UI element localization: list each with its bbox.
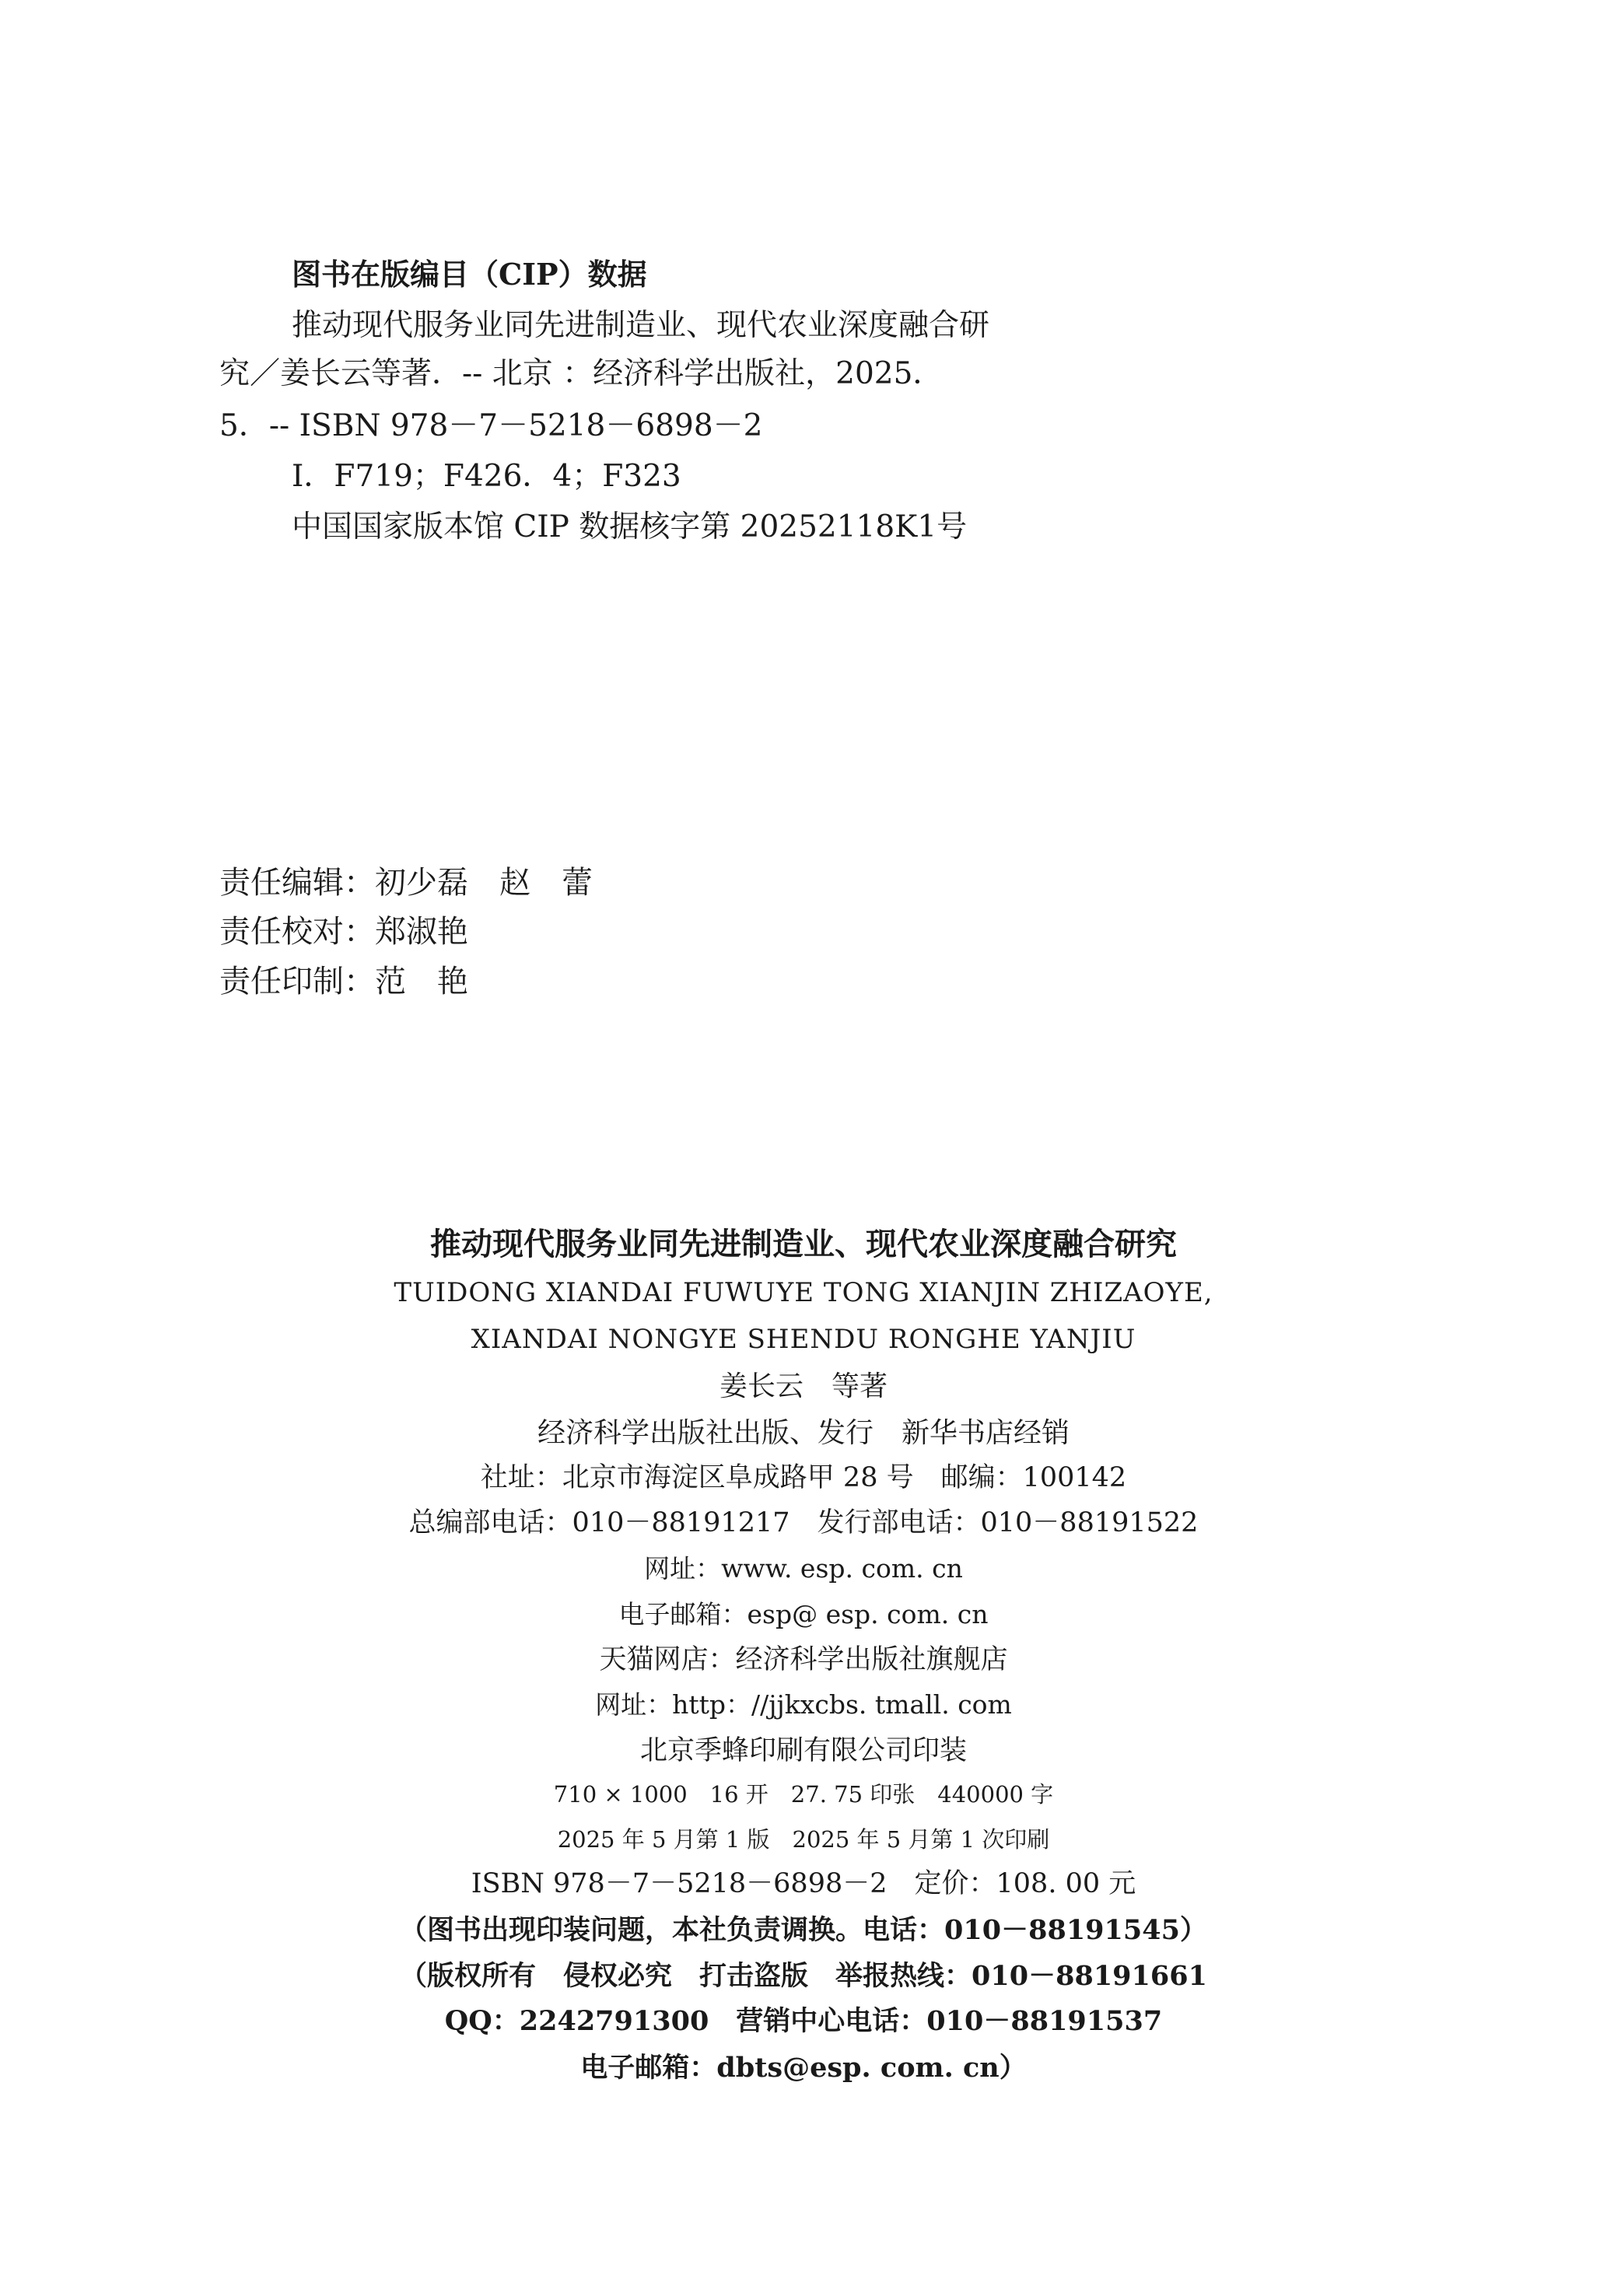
edition-line: 2025 年 5 月第 1 版 2025 年 5 月第 1 次印刷 xyxy=(557,1826,1050,1853)
author-line: 姜长云 等著 xyxy=(719,1370,888,1402)
email-line: 电子邮箱：esp@ esp. com. cn xyxy=(618,1599,989,1629)
cip-line-title: 推动现代服务业同先进制造业、现代农业深度融合研 xyxy=(292,308,990,343)
pinyin-title-line-2: XIANDAI NONGYE SHENDU RONGHE YANJIU xyxy=(471,1324,1136,1355)
publisher-line: 经济科学出版社出版、发行 新华书店经销 xyxy=(537,1417,1070,1449)
tmall-url-line: 网址：http：//jjkxcbs. tmall. com xyxy=(595,1689,1012,1720)
cip-line-cip-number: 中国国家版本馆 CIP 数据核字第 20252118K1号 xyxy=(292,509,968,544)
cip-line-author-publisher: 究／姜长云等著．-- 北京 ：经济科学出版社，2025． xyxy=(219,356,944,391)
isbn-price-line: ISBN 978－7－5218－6898－2 定价：108. 00 元 xyxy=(471,1868,1136,1899)
responsible-editor: 责任编辑：初少磊 赵 蕾 xyxy=(219,865,593,901)
responsible-proofreader: 责任校对：郑淑艳 xyxy=(219,914,468,950)
cip-line-isbn: 5．-- ISBN 978－7－5218－6898－2 xyxy=(219,408,763,443)
format-spec-line: 710 × 1000 16 开 27. 75 印张 440000 字 xyxy=(553,1781,1054,1808)
copyright-notice-line: （版权所有 侵权必究 打击盗版 举报热线：010－88191661 xyxy=(400,1960,1207,1992)
contact-email-line: 电子邮箱：dbts@esp. com. cn） xyxy=(580,2052,1027,2084)
phone-line: 总编部电话：010－88191217 发行部电话：010－88191522 xyxy=(408,1507,1199,1538)
tmall-store-line: 天猫网店：经济科学出版社旗舰店 xyxy=(599,1644,1008,1675)
book-title: 推动现代服务业同先进制造业、现代农业深度融合研究 xyxy=(430,1226,1177,1262)
website-line: 网址：www. esp. com. cn xyxy=(644,1553,963,1584)
cip-line-classification: Ⅰ．F719；F426．4；F323 xyxy=(292,459,681,494)
printer-line: 北京季蜂印刷有限公司印装 xyxy=(639,1735,967,1766)
contact-qq-line: QQ：2242791300 营销中心电话：010－88191537 xyxy=(444,2005,1163,2037)
cip-heading: 图书在版编目（CIP）数据 xyxy=(292,257,647,292)
pinyin-title-line-1: TUIDONG XIANDAI FUWUYE TONG XIANJIN ZHIZAOYE, xyxy=(394,1277,1213,1308)
address-line: 社址：北京市海淀区阜成路甲 28 号 邮编：100142 xyxy=(480,1462,1127,1493)
quality-notice-line: （图书出现印装问题，本社负责调换。电话：010－88191545） xyxy=(400,1914,1207,1946)
responsible-printing: 责任印制：范 艳 xyxy=(219,964,468,999)
